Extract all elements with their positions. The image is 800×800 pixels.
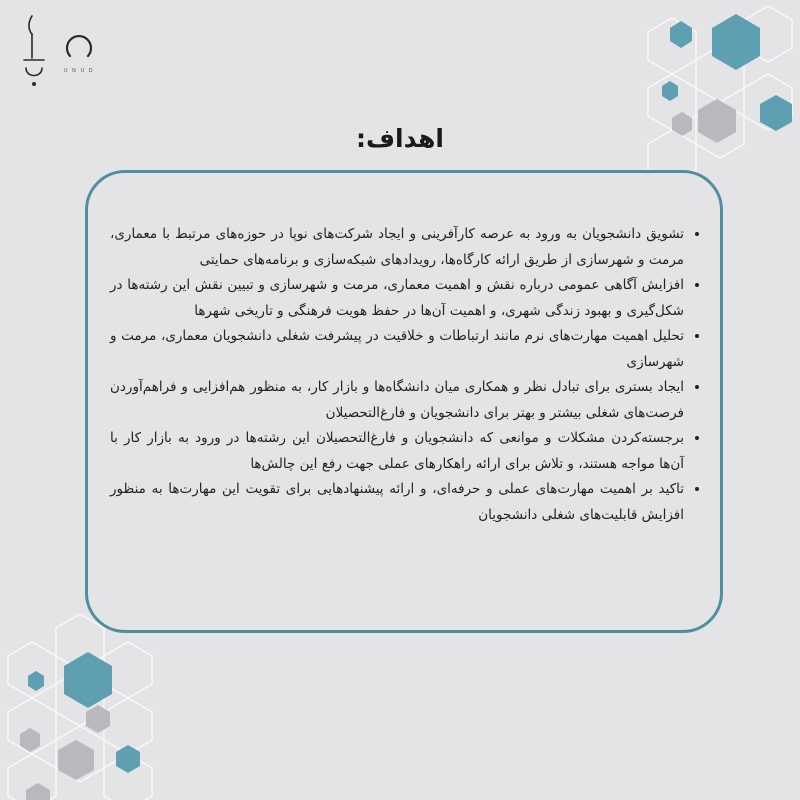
logo-mark-a — [20, 12, 50, 92]
list-item: • تحلیل اهمیت مهارت‌های نرم مانند ارتباطات و خلاقیت در پیشرفت شغلی دانشجویان معماری، مرمت و شهرسازی — [110, 324, 684, 375]
list-item: • تاکید بر اهمیت مهارت‌های عملی و حرفه‌ای، و ارائه پیشنهادهایی برای تقویت این مهارت‌ها به منظور افزایش قابلیت‌های شغلی دانشجویان — [110, 477, 684, 528]
list-item: • ایجاد بستری برای تبادل نظر و همکاری میان دانشگاه‌ها و بازار کار، به منظور هم‌افزایی و فراهم‌آوردن فرصت‌های شغلی بیشتر و بهتر برای دانشجویان و فارغ‌التحصیلان — [110, 375, 684, 426]
logo-mark-b — [58, 30, 100, 74]
goals-list — [110, 222, 700, 528]
logo-caption: U N U D — [63, 68, 95, 74]
logo-ring-icon — [63, 30, 95, 62]
page-title: اهداف: — [356, 124, 444, 153]
list-item: • برجسته‌کردن مشکلات و موانعی که دانشجویان و فارغ‌التحصیلان این رشته‌ها در ورود به بازار کار با آن‌ها مواجه هستند، و تلاش برای ارائه راهکارهای عملی جهت رفع این چالش‌ها — [110, 426, 684, 477]
list-item: • افزایش آگاهی عمومی درباره نقش و اهمیت معماری، مرمت و شهرسازی و تبیین نقش این رشته‌ها در شکل‌گیری و بهبود زندگی شهری، و اهمیت آن‌ها در حفظ هویت فرهنگی و تاریخی شهرها — [110, 273, 684, 324]
list-item: • تشویق دانشجویان به ورود به عرصه کارآفرینی و ایجاد شرکت‌های نوپا در حوزه‌های مرتبط با معماری، مرمت و شهرسازی از طریق ارائه کارگاه‌ها، رویدادهای شبکه‌سازی و برنامه‌های حمایتی — [110, 222, 684, 273]
